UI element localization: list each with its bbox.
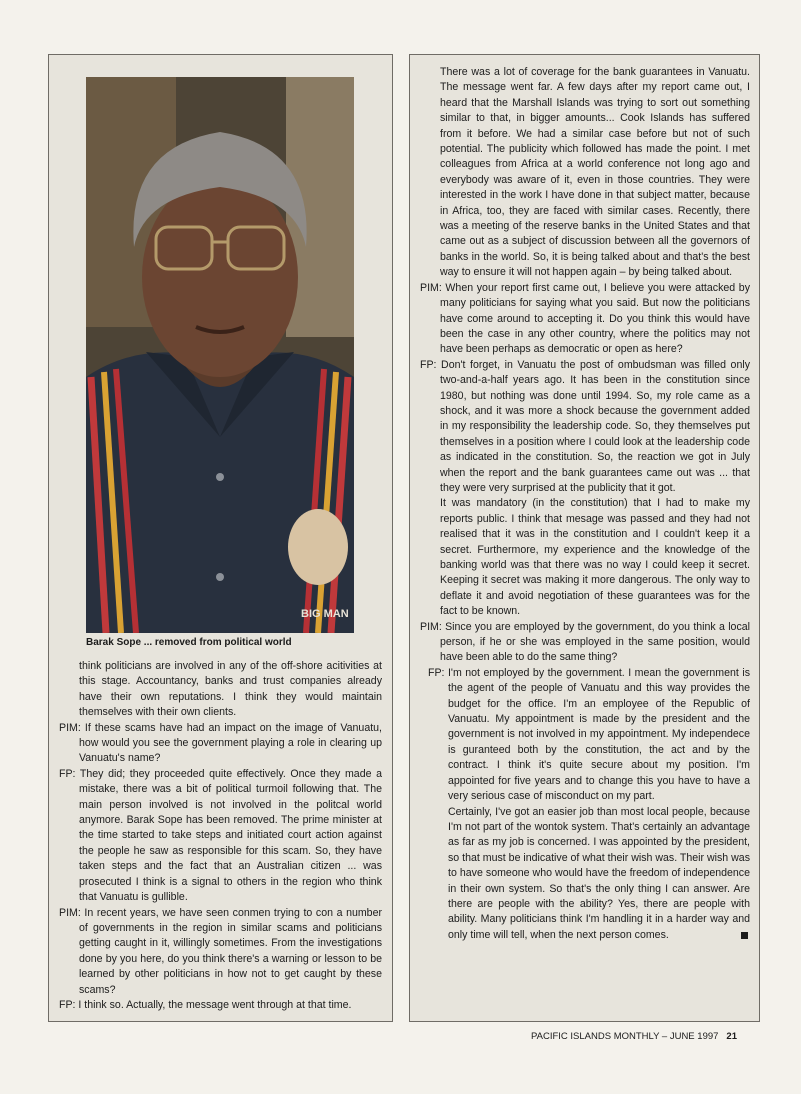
portrait-photo xyxy=(86,77,354,633)
continuation-paragraph: Certainly, I've got an easier job than most local people, because I'm not part of the wontok system. That's certainly an advantage as far as my job is concerned. I was appointed by the president, so that must be indicative of what their wish was. Their wish was to have someone who would have the freedom of independence in their own system. So that's the only thing I can answer. Are there are people with the ability? Yes, there are people with ability. Many politicians think I'm handling it in a harder way and only time will tell, when the next person comes. xyxy=(448,805,750,941)
publication-name: PACIFIC ISLANDS MONTHLY – JUNE 1997 xyxy=(531,1031,719,1042)
page-number: 21 xyxy=(726,1031,737,1042)
continuation-paragraph: It was mandatory (in the constitution) that I had to make my reports public. I think that mesage was passed and they had not realised that it was in the constitution and I couldn't keep it a secret. Furthermore, my experience and the knowledge of the banking world was that there was no way I could keep it secret. Keeping it secret was making it more dangerous. The only way to deflate it and avoid negotiation of these guarantees was for the fact to be known. xyxy=(440,497,750,618)
continuation-paragraph: There was a lot of coverage for the bank guarantees in Vanuatu. The message went far. A few days after my report came out, I heard that the Marshall Islands was trying to sort out something similar to that, in bigger amounts... Cook Islands has suffered from it before. We had a similar case before but not of such potential. The publicity which followed has made the point. I met colleagues from Africa at a world conference not long ago and everybody was aware of it, even in those countries. They were interested in the work I have done in that subject matter, because in Africa, too, they are faced with similar cases. Recently, there was a meeting of the reserve banks in the United States and that came out as a subject of discussion between all the governors of banks in the world. So, it is being talked about and that's the best way to ensure it will not happen again – by being talked about. xyxy=(440,66,750,279)
portrait-illustration xyxy=(86,77,354,633)
question-paragraph: PIM: Since you are employed by the government, do you think a local person, if he or she was employed in the same position, would have been able to do the same thing? xyxy=(420,620,750,664)
face xyxy=(142,177,298,377)
continuation-paragraph: think politicians are involved in any of the off-shore acitivities at this stage. Accountancy, banks and trust companies already have their own reputations. I think they would maintain themselves with their own clients. xyxy=(79,660,382,719)
answer-paragraph: FP: They did; they proceeded quite effectively. Once they made a mistake, there was a bit of political turmoil following that. The main person involved is not involved in the politcal world anymore. Barak Sope has been removed. The prime minister at the time started to take steps and initiated court action against the people he saw as responsible for this scam. So, they have taken steps and the fact that an Australian citizen ... was prosecuted I think is a signal to others in the region who think that Vanuatu is gullible. xyxy=(59,767,382,904)
page-footer xyxy=(531,1031,737,1042)
answer-paragraph: FP: I'm not employed by the government. I mean the government is the agent of the people of Vanuatu and this way provides the budget for the office. I'm an employee of the Republic of Vanuatu. My appointment is made by the president and the government is not involved in my appointment. My independece is guranteed both by the constitution, the act and by the contract. I think it's quite secure about my position. I'm appointed for five years and to change this you have to have a very serious case of misconduct on my part. xyxy=(428,666,750,803)
left-column xyxy=(48,54,393,1022)
question-paragraph: PIM: In recent years, we have seen conmen trying to con a number of governments in the region in similar scams and politicians getting caught in it, willingly sometimes. From the investigations done by you here, do you think there's a warning or lesson to be learned by other politicians in how not to get caught by these scams? xyxy=(59,906,382,996)
left-article-text xyxy=(59,659,382,1013)
shirt-text: BIG MAN xyxy=(301,608,349,620)
right-column xyxy=(409,54,760,1022)
right-article-text xyxy=(420,65,750,943)
question-paragraph: PIM: If these scams have had an impact on the image of Vanuatu, how would you see the government playing a role in clearing up Vanuatu's name? xyxy=(59,721,382,765)
answer-paragraph: FP: Don't forget, in Vanuatu the post of ombudsman was filled only two-and-a-half years ago. It has been in the constitution since 1980, but nothing was done until 1994. So, my role came as a shock, and it was more a shock because the government added in my responsibility the leadership code. So, they themselves put themselves in a position where I could look at the leadership code as indicated in the constitution. So, the reaction we got in July when the report and the bank guarantees came out was ... that they were very surprised at the publicity that it got. xyxy=(420,358,750,494)
answer-paragraph: FP: I think so. Actually, the message went through at that time. xyxy=(59,998,352,1011)
end-mark-icon xyxy=(741,932,748,939)
question-paragraph: PIM: When your report first came out, I believe you were attacked by many politicians for saying what you said. But now the politicians have come around to accepting it. Do you think this would have been the case in any other country, where the politics may not have been perhaps as democratic or open as here? xyxy=(420,281,750,356)
photo-caption: Barak Sope ... removed from political world xyxy=(86,637,292,648)
